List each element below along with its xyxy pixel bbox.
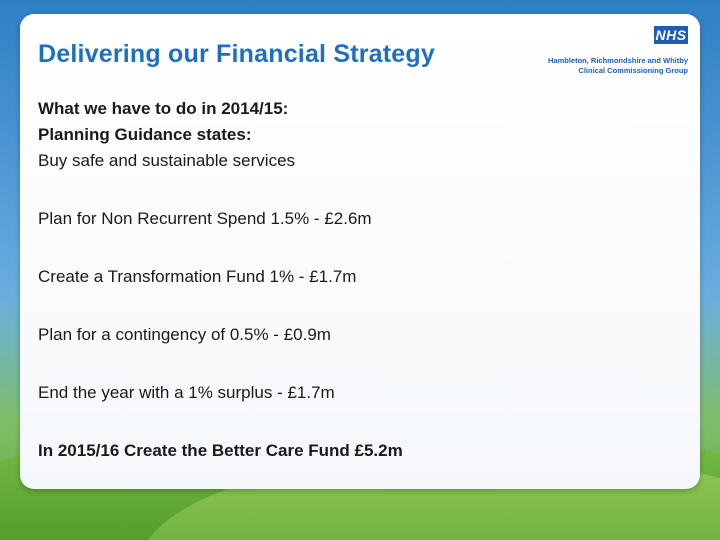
spacer: [38, 174, 558, 206]
body-line-better-care-fund: In 2015/16 Create the Better Care Fund £5.2m: [38, 441, 403, 460]
content-panel: [20, 14, 700, 489]
spacer: [38, 348, 558, 380]
nhs-logo: NHS: [655, 27, 687, 43]
slide-title: Delivering our Financial Strategy: [38, 40, 435, 68]
spacer: [38, 406, 558, 438]
body-line-guidance: Planning Guidance states:: [38, 125, 252, 144]
body-line-services: Buy safe and sustainable services: [38, 151, 296, 170]
body-line-transformation-fund: Create a Transformation Fund 1% - £1.7m: [38, 267, 357, 286]
body-line-contingency: Plan for a contingency of 0.5% - £0.9m: [38, 325, 331, 344]
spacer: [38, 290, 558, 322]
org-name: Hambleton, Richmondshire and Whitby Clinical Commissioning Group: [547, 56, 688, 75]
body-line-heading: What we have to do in 2014/15:: [38, 99, 289, 118]
spacer: [38, 232, 558, 264]
body-line-non-recurrent: Plan for Non Recurrent Spend 1.5% - £2.6m: [38, 209, 372, 228]
slide-body: [38, 96, 558, 464]
body-line-surplus: End the year with a 1% surplus - £1.7m: [38, 383, 335, 402]
